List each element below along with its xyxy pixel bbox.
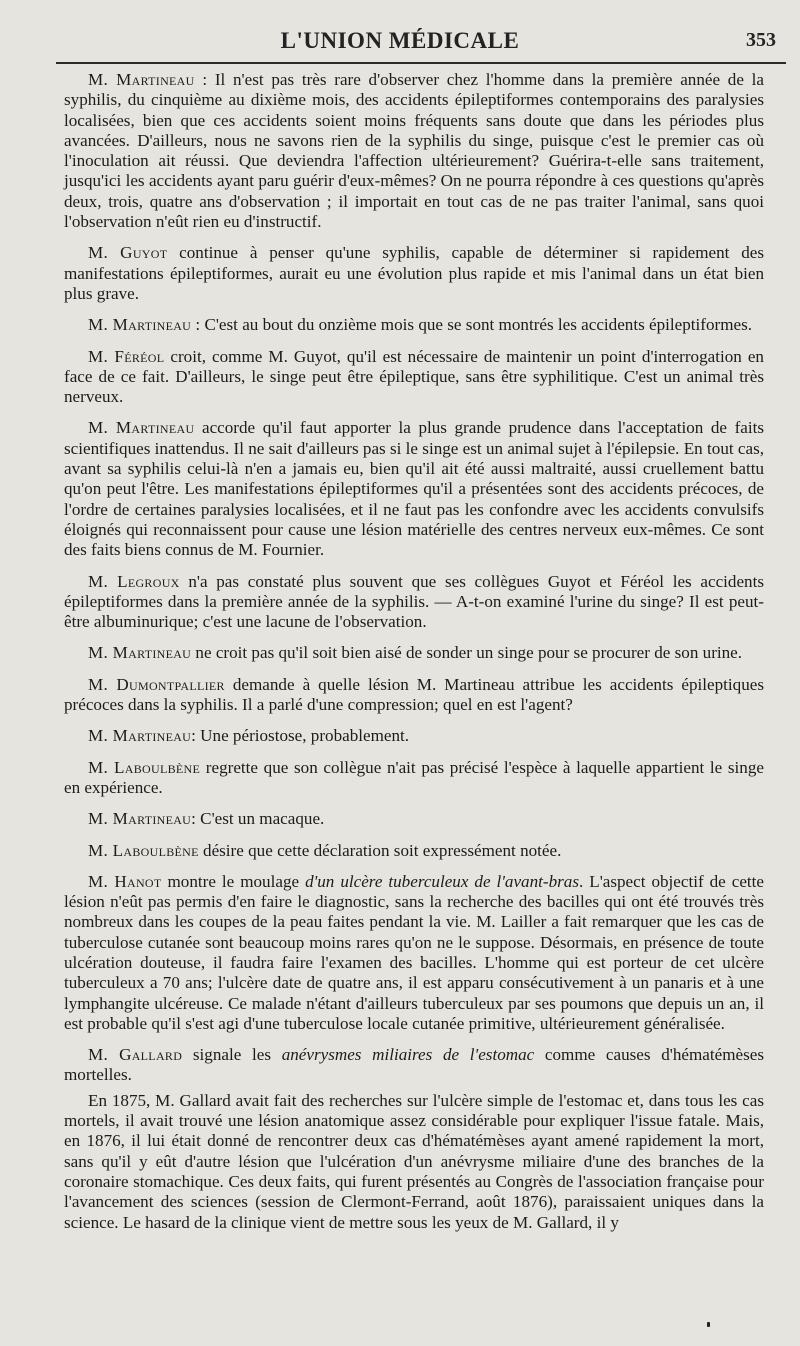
paragraph-text: demande à quelle lésion M. Martineau attribue les accidents épileptiques précoces dans la syphilis. Il a parlé d'une compression; quel en est l'agent? — [64, 674, 764, 715]
paragraph-14 — [64, 1045, 764, 1086]
speaker: M. Martineau — [88, 418, 195, 438]
speaker: M. Martineau — [88, 70, 195, 89]
paragraph-15 — [64, 1091, 764, 1233]
paragraph-text: croit, comme M. Guyot, qu'il est nécessaire de maintenir un point d'interrogation en face de ce fait. D'ailleurs, le singe peut être épileptique, sans être syphilitique. C'est un animal très nerveux. — [64, 346, 764, 407]
paragraph-text: accorde qu'il faut apporter la plus grande prudence dans l'acceptation de faits scientifiques inattendus. Il ne sait d'ailleurs pas si le singe est un animal sujet à l'épilepsie. En tout cas, avant sa syphilis celui-là n'en a jamais eu, bien qu'il ait été aussi maltraité, aussi cruellement battu qu'on peut l'être. Les manifestations épileptiformes qu'il a présentées sont des accidents précoces, de l'ordre de certaines paralysies localisées, et il ne faut pas les confondre avec les accidents convulsifs éloignés qui reconnaissent pour cause une lésion matérielle des centres nerveux eux-mêmes. Ce sont des faits biens connus de M. Fournier. — [64, 418, 764, 560]
paragraph-text: n'a pas constaté plus souvent que ses collègues Guyot et Féréol les accidents épileptiformes dans la première année de la syphilis. — A-t-on examiné l'urine du singe? Il est peut-être albuminurique; c'est une lacune de l'observation. — [64, 571, 764, 632]
italic-phrase: anévrysmes miliaires de l'estomac — [281, 1045, 535, 1065]
paragraph-12 — [64, 841, 764, 861]
speaker: M. Dumontpallier — [88, 674, 225, 694]
paragraph-text: continue à penser qu'une syphilis, capable de déterminer si rapidement des manifestations épileptiformes, aurait eu une évolution plus rapide et mis l'animal dans un état bien plus grave. — [64, 243, 764, 303]
paragraph-1 — [64, 70, 764, 232]
paragraph-8 — [64, 675, 764, 716]
print-mark — [707, 1322, 710, 1327]
paragraph-2 — [64, 243, 764, 304]
speaker: M. Martineau — [88, 315, 192, 335]
paragraph-4 — [64, 347, 764, 408]
paragraph-text: désire que cette déclaration soit expressément notée. — [198, 840, 562, 860]
paragraph-text-before: signale les — [182, 1045, 282, 1065]
paragraph-10 — [64, 758, 764, 799]
paragraph-text: En 1875, M. Gallard avait fait des recherches sur l'ulcère simple de l'estomac et, dans tous les cas mortels, il avait trouvé une lésion anatomique assez considérable pour expliquer l'issue fatale. Mais, en 1876, il lui était donné de rencontrer deux cas d'hématémèses ayant amené rapidement la mort, sans qu'il y eût d'autre lésion que l'ulcération d'un anévrysme miliaire d'une des branches de la coronaire stomachique. Ces deux faits, qui furent présentés au Congrès de l'association française pour l'avancement des sciences (session de Clermont-Ferrand, août 1876), paraissaient uniques dans la science. Le hasard de la clinique vient de mettre sous les yeux de M. Gallard, il y — [64, 1090, 764, 1232]
speaker: M. Guyot — [88, 243, 168, 263]
speaker: M. Féréol — [88, 346, 165, 366]
paragraph-11 — [64, 809, 764, 829]
paragraph-9 — [64, 726, 764, 746]
paragraph-6 — [64, 572, 764, 633]
paragraph-text: regrette que son collègue n'ait pas précisé l'espèce à laquelle appartient le singe en expérience. — [64, 757, 764, 797]
speaker: M. Martineau — [88, 726, 192, 746]
page-number: 353 — [746, 29, 776, 51]
paragraph-text: : Une périostose, probablement. — [191, 726, 410, 746]
paragraph-text-before: montre le moulage — [161, 871, 306, 891]
paragraph-text: : Il n'est pas très rare d'observer chez l'homme dans la première année de la syphilis, du cinquième au dixième mois, des accidents épileptiformes contemporains des paralysies localisées, bien que ces accidents soient moins fréquents sans doute que dans les périodes plus avancées. D'ailleurs, nous ne savons rien de la syphilis du singe, puisque c'est le premier cas où l'inoculation ait réussi. Que deviendra l'affection ultérieurement? Guérira-t-elle sans traitement, jusqu'ici les accidents ayant paru guérir d'eux-mêmes? On ne pourra répondre à ces questions qu'après deux, trois, quatre ans d'observation ; il importait en tout cas de ne pas traiter l'animal, sans quoi l'observation n'eût rien eu d'instructif. — [64, 70, 764, 232]
paragraph-text: ne croit pas qu'il soit bien aisé de sonder un singe pour se procurer de son urine. — [191, 643, 743, 663]
paragraph-text: . L'aspect objectif de cette lésion n'eût pas permis d'en faire le diagnostic, sans la recherche des bacilles qui ont été trouvés très nombreux dans les coupes de la peau faites pendant la vie. M. Lailler a fait remarquer que les cas de tuberculose cutanée sont beaucoup moins rares qu'on ne le suppose. Désormais, en présence de toute ulcération douteuse, il faudra faire l'examen des bacilles. L'homme qui est porteur de cet ulcère tuberculeux a 70 ans; l'ulcère date de quatre ans, il est apparu consécutivement à un panaris et à une lymphangite ulcéreuse. Ce malade n'étant d'ailleurs tuberculeux par ses poumons que depuis un an, il est probable qu'il s'est agi d'une tuberculose locale cutanée primitive, ultérieurement généralisée. — [64, 871, 765, 1033]
paragraph-3 — [64, 315, 764, 335]
paragraph-text: comme causes d'hématémèses mortelles. — [64, 1045, 764, 1085]
italic-phrase: d'un ulcère tuberculeux de l'avant-bras — [305, 871, 579, 891]
speaker: M. Gallard — [88, 1045, 183, 1065]
speaker: M. Hanot — [88, 871, 162, 891]
paragraph-5 — [64, 418, 764, 560]
speaker: M. Laboulbène — [88, 840, 199, 860]
speaker: M. Martineau — [88, 809, 192, 829]
paragraph-text: : C'est un macaque. — [191, 809, 325, 829]
header-rule — [56, 62, 786, 64]
journal-title: L'UNION MÉDICALE — [280, 28, 520, 53]
paragraph-7 — [64, 643, 764, 663]
speaker: M. Legroux — [88, 571, 180, 591]
paragraph-13 — [64, 872, 764, 1034]
speaker: M. Laboulbène — [88, 757, 201, 777]
running-header — [0, 24, 800, 64]
speaker: M. Martineau — [88, 643, 192, 663]
body-text — [64, 70, 764, 1244]
paragraph-text: : C'est au bout du onzième mois que se sont montrés les accidents épileptiformes. — [191, 315, 753, 335]
